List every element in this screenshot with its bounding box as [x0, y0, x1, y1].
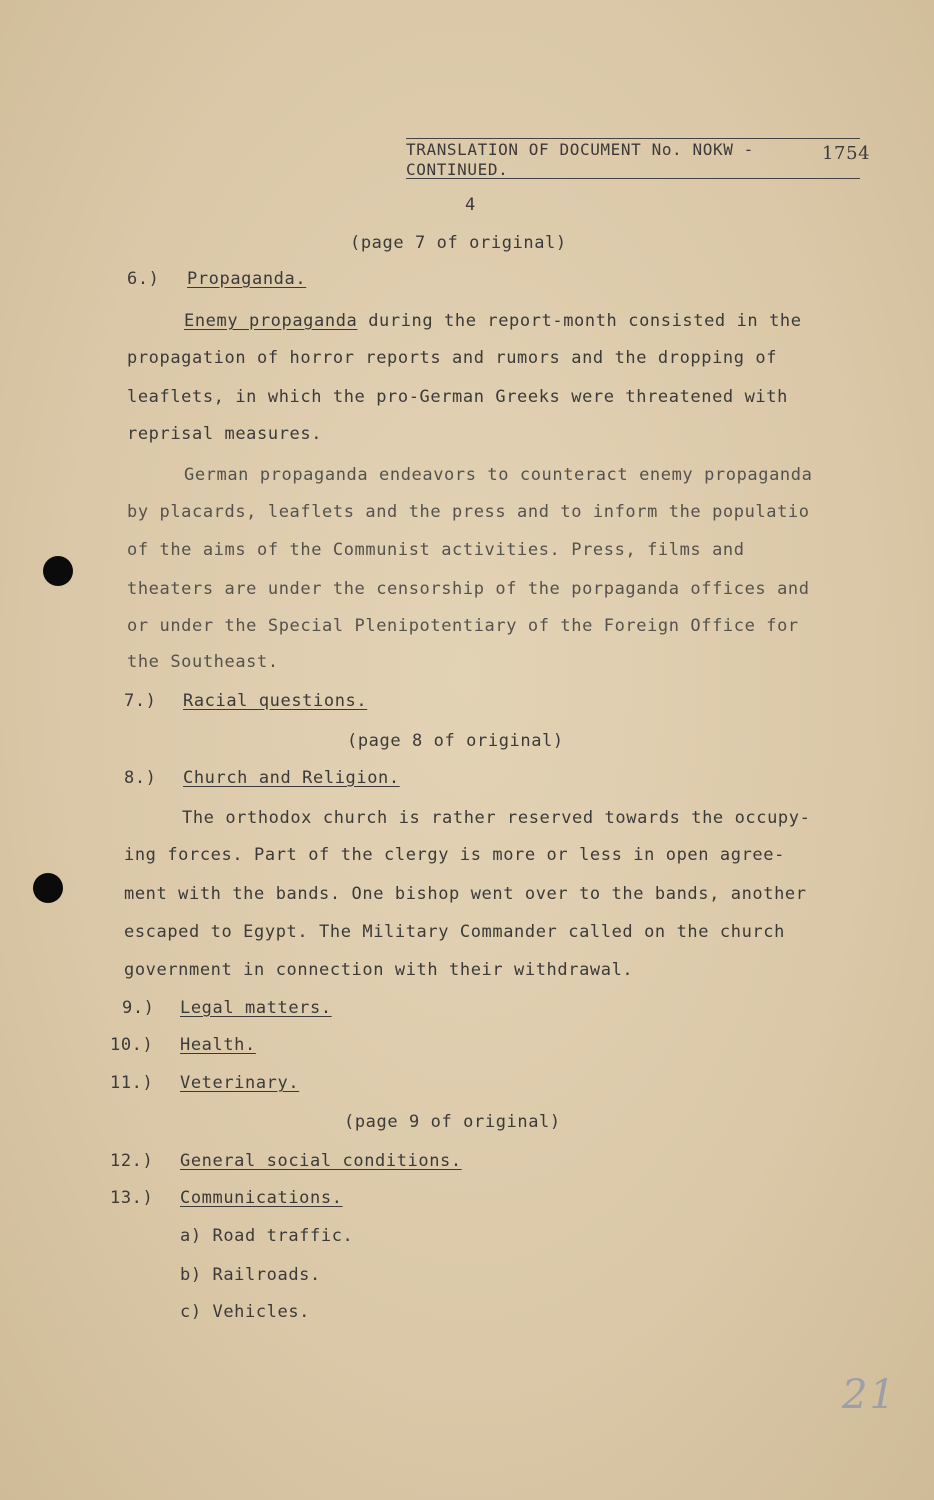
paragraph-1-line-2: propagation of horror reports and rumors and the dropping of	[127, 348, 778, 368]
binder-hole-top	[43, 556, 73, 586]
section-12-number: 12.)	[110, 1151, 154, 1171]
original-page-7: (page 7 of original)	[350, 233, 567, 253]
paragraph-1-line-3: leaflets, in which the pro-German Greeks were threatened with	[127, 387, 788, 407]
section-7-title: Racial questions.	[183, 691, 368, 711]
paragraph-3-line-2: ing forces. Part of the clergy is more or less in open agree-	[124, 845, 785, 865]
section-9-number: 9.)	[122, 998, 155, 1018]
paragraph-2-line-5: or under the Special Plenipotentiary of the Foreign Office for	[127, 616, 799, 636]
header-title-line1: TRANSLATION OF DOCUMENT No. NOKW -	[406, 140, 754, 159]
header-top-rule	[406, 138, 860, 139]
paragraph-1-line-1	[184, 311, 802, 331]
paragraph-2-line-4: theaters are under the censorship of the porpaganda offices and	[127, 579, 810, 599]
paragraph-2-line-3: of the aims of the Communist activities. Press, films and	[127, 540, 745, 560]
section-10-title: Health.	[180, 1035, 256, 1055]
paragraph-3-line-3: ment with the bands. One bishop went over to the bands, another	[124, 884, 807, 904]
section-8-number: 8.)	[124, 768, 157, 788]
paragraph-2-line-1: German propaganda endeavors to counteract enemy propaganda	[184, 465, 813, 485]
original-page-8: (page 8 of original)	[347, 731, 564, 751]
handwritten-page-number: 21	[842, 1372, 897, 1418]
paragraph-1-lead: Enemy propaganda	[184, 311, 358, 331]
header-doc-number: 1754	[822, 143, 871, 164]
paragraph-3-line-1: The orthodox church is rather reserved towards the occupy-	[182, 808, 811, 828]
section-10-number: 10.)	[110, 1035, 154, 1055]
header-bottom-rule	[406, 178, 860, 179]
header-title-line2: CONTINUED.	[406, 160, 509, 179]
section-9-title: Legal matters.	[180, 998, 332, 1018]
paragraph-1-line-4: reprisal measures.	[127, 424, 323, 444]
section-13-item-b: b) Railroads.	[180, 1265, 321, 1285]
paragraph-3-line-4: escaped to Egypt. The Military Commander called on the church	[124, 922, 785, 942]
section-11-title: Veterinary.	[180, 1073, 300, 1093]
section-13-title: Communications.	[180, 1188, 343, 1208]
section-11-number: 11.)	[110, 1073, 154, 1093]
section-13-item-a: a) Road traffic.	[180, 1226, 354, 1246]
paragraph-3-line-5: government in connection with their withdrawal.	[124, 960, 634, 980]
section-13-item-c: c) Vehicles.	[180, 1302, 311, 1322]
section-6-number: 6.)	[127, 269, 160, 289]
section-6-title: Propaganda.	[187, 269, 307, 289]
original-page-9: (page 9 of original)	[344, 1112, 561, 1132]
page-number: 4	[465, 195, 476, 215]
section-8-title: Church and Religion.	[183, 768, 400, 788]
paragraph-1-rest: during the report-month consisted in the	[357, 311, 802, 331]
section-12-title: General social conditions.	[180, 1151, 462, 1171]
section-13-number: 13.)	[110, 1188, 154, 1208]
paragraph-2-line-6: the Southeast.	[127, 652, 279, 672]
binder-hole-bottom	[33, 873, 63, 903]
paragraph-2-line-2: by placards, leaflets and the press and to inform the populatio	[127, 502, 810, 522]
section-7-number: 7.)	[124, 691, 157, 711]
